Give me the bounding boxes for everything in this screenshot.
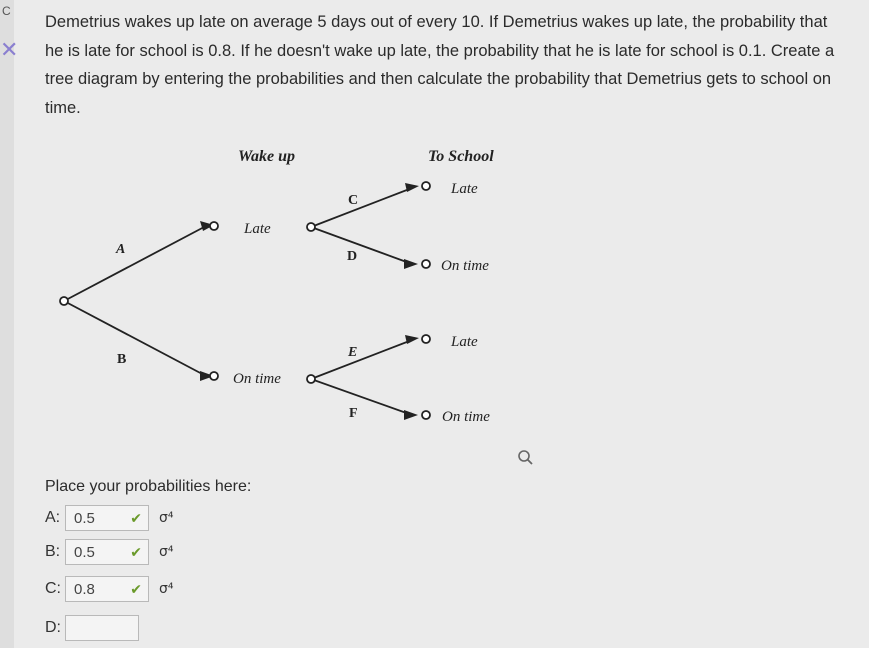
question-text: Demetrius wakes up late on average 5 days out of every 10. If Demetrius wakes up late, the probability that he is late for school is 0.8. If he doesn't wake up late, the probability that he is late for school is 0.1. Create a tree diagram by entering the probabilities and then calculate the probability that Demetrius gets to school on time. xyxy=(45,13,835,117)
answer-value-a: 0.5 xyxy=(74,509,95,527)
branch-label-b: B xyxy=(117,352,127,367)
header-to-school: To School xyxy=(428,148,494,165)
sigma-icon[interactable]: σ⁴ xyxy=(159,510,174,526)
corner-label: C xyxy=(2,4,11,18)
answer-key-d: D: xyxy=(45,619,61,636)
node-label-school-late-1: Late xyxy=(451,181,478,197)
close-icon[interactable]: ✕ xyxy=(0,37,19,62)
node-label-school-ontime-2: On time xyxy=(442,409,490,425)
branch-label-d: D xyxy=(347,249,358,264)
branch-label-a: A xyxy=(116,242,126,257)
check-icon: ✔ xyxy=(130,543,142,560)
answer-input-c[interactable] xyxy=(65,576,149,602)
sigma-icon[interactable]: σ⁴ xyxy=(159,581,174,597)
answer-value-c: 0.8 xyxy=(74,580,95,598)
answer-key-b: B: xyxy=(45,543,61,560)
branch-label-e: E xyxy=(348,345,358,360)
answer-row-a xyxy=(45,503,174,533)
answer-input-b[interactable] xyxy=(65,539,149,565)
node-label-school-late-2: Late xyxy=(451,334,478,350)
answer-value-b: 0.5 xyxy=(74,543,95,561)
answer-row-b xyxy=(45,537,174,567)
sigma-icon[interactable]: σ⁴ xyxy=(159,544,174,560)
answer-key-a: A: xyxy=(45,509,61,526)
answer-input-d[interactable] xyxy=(65,615,139,641)
answers-label: Place your probabilities here: xyxy=(45,478,252,495)
answer-key-c: C: xyxy=(45,580,61,597)
node-label-wake-ontime: On time xyxy=(233,371,281,387)
branch-label-f: F xyxy=(349,406,358,421)
node-label-school-ontime-1: On time xyxy=(441,258,489,274)
answer-row-c xyxy=(45,574,174,604)
magnifier-icon[interactable] xyxy=(516,448,536,468)
check-icon: ✔ xyxy=(130,580,142,597)
node-label-wake-late: Late xyxy=(244,221,271,237)
check-icon: ✔ xyxy=(130,509,142,526)
header-wake-up: Wake up xyxy=(238,148,296,165)
answer-row-d xyxy=(45,613,139,643)
answer-input-a[interactable] xyxy=(65,505,149,531)
tree-diagram xyxy=(0,130,560,450)
branch-label-c: C xyxy=(348,193,359,208)
